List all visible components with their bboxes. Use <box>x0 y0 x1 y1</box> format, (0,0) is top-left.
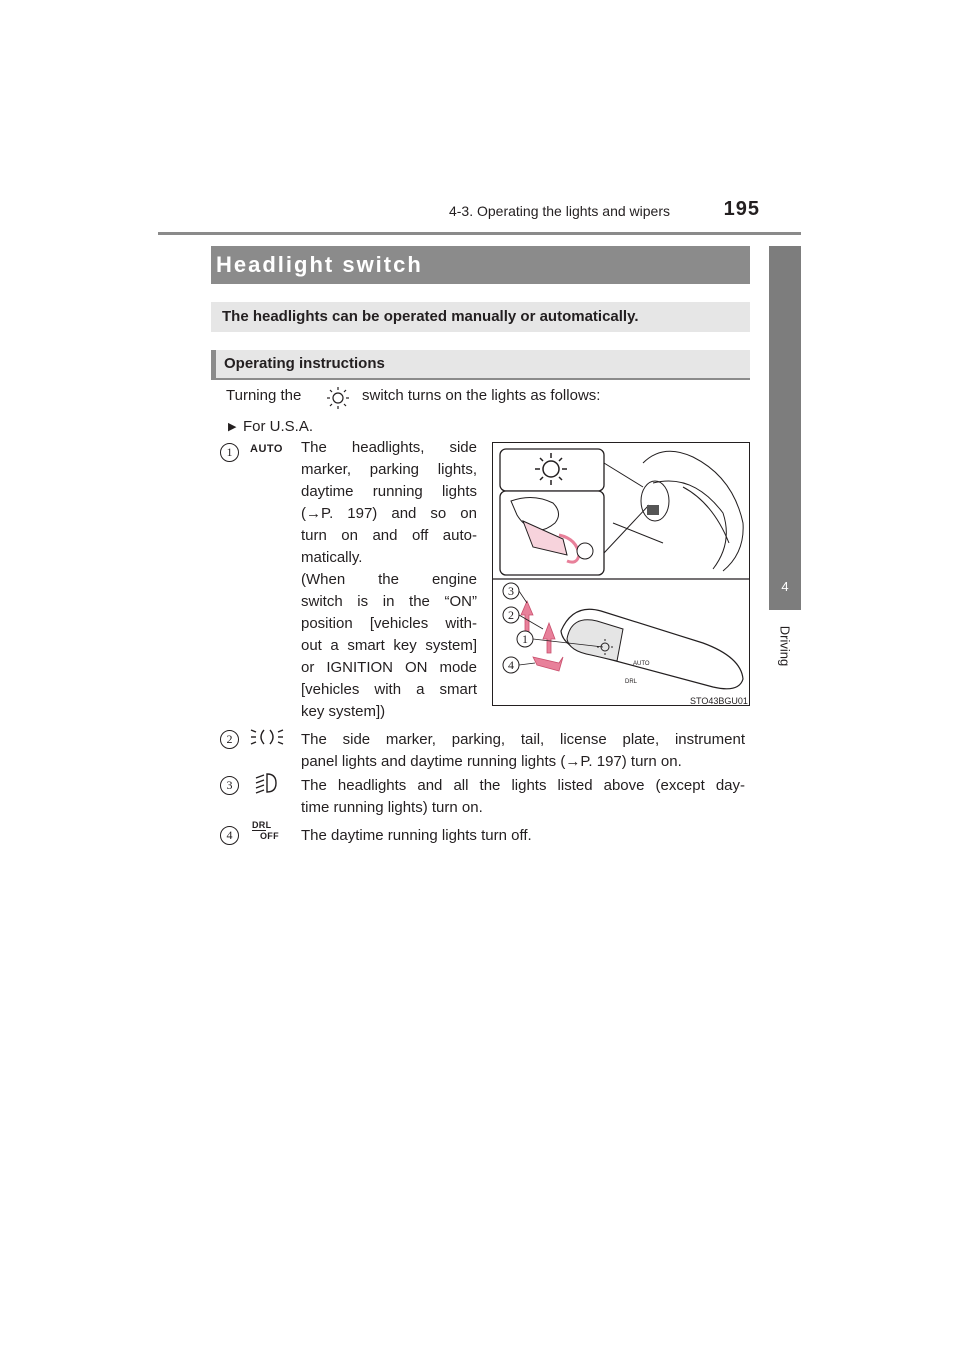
auto-icon: AUTO <box>250 443 283 455</box>
item-2-text: The side marker, parking, tail, license plate, instrument panel lights and daytime running lights (→P. 197) turn on. <box>301 731 745 770</box>
bullet-text: For U.S.A. <box>243 418 314 435</box>
figure-code: STO43BGU01 <box>690 696 748 706</box>
svg-text:DRL: DRL <box>625 679 638 685</box>
side-marker-lights-icon <box>250 726 284 748</box>
item-1-text: The headlights, side marker, parking lights, daytime running lights (→P. 197) and so on turn on and off auto- matically. (When the engine switch is in the “ON” position [vehicles with- out a smart key system] or IGNITION ON mode [vehicles with a smart key system]) <box>301 439 477 720</box>
chapter-number: 4 <box>781 579 789 594</box>
lead-text-start: Turning the <box>226 387 302 404</box>
lead-text-end: switch turns on the lights as follows: <box>362 387 601 404</box>
svg-text:AUTO: AUTO <box>633 661 650 667</box>
figure-illustration <box>493 443 749 705</box>
chapter-label: Driving <box>777 625 793 667</box>
svg-text:2: 2 <box>508 608 514 622</box>
section-header: 4-3. Operating the lights and wipers <box>448 203 670 219</box>
header-rule <box>158 232 801 235</box>
item-4-text: The daytime running lights turn off. <box>301 827 532 844</box>
page-title: Headlight switch <box>216 252 423 277</box>
item-number: 2 <box>220 730 239 749</box>
page-number: 195 <box>723 198 760 220</box>
headlight-switch-figure <box>492 442 750 706</box>
item-number: 4 <box>220 826 239 845</box>
headlight-icon <box>254 772 280 794</box>
item-number: 1 <box>220 443 239 462</box>
svg-text:1: 1 <box>522 632 528 646</box>
subheading-accent <box>211 350 216 380</box>
item-3-text: The headlights and all the lights listed above (except day- time running lights) turn on. <box>301 777 745 816</box>
chapter-tab <box>769 246 801 610</box>
svg-text:4: 4 <box>508 658 514 672</box>
light-switch-icon <box>326 386 350 410</box>
drl-off-icon: DRL OFF <box>252 820 279 841</box>
intro-text: The headlights can be operated manually or automatically. <box>222 308 639 325</box>
subheading: Operating instructions <box>224 355 385 372</box>
bullet-arrow-icon: ▶ <box>228 421 237 433</box>
item-number: 3 <box>220 776 239 795</box>
svg-text:3: 3 <box>508 584 514 598</box>
